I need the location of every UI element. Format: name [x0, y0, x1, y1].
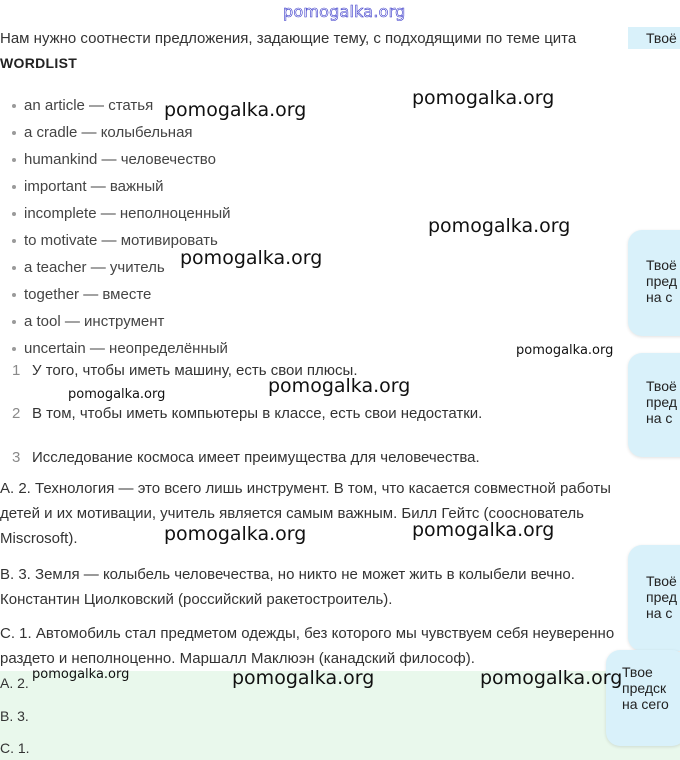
word-entry: a tool — инструмент [24, 313, 165, 330]
statement-2 [12, 405, 482, 422]
watermark: pomogalka.org [68, 387, 166, 402]
word-entry: a teacher — учитель [24, 259, 165, 276]
card-line: Твоё [646, 378, 677, 394]
card-line: на с [646, 410, 673, 426]
watermark: pomogalka.org [268, 375, 411, 397]
word-entry: a cradle — колыбельная [24, 124, 193, 141]
bullet-icon [12, 239, 16, 243]
answer-c: C. 1. [0, 740, 30, 756]
bullet-icon [12, 320, 16, 324]
word-entry: to motivate — мотивировать [24, 232, 218, 249]
list-item [12, 119, 231, 146]
list-item [12, 146, 231, 173]
card-line: предск [622, 680, 667, 696]
word-entry: important — важный [24, 178, 164, 195]
list-item [12, 335, 231, 362]
bullet-icon [12, 131, 16, 135]
word-entry: uncertain — неопределённый [24, 340, 228, 357]
card-line: на с [646, 289, 673, 305]
card-line: Твое [622, 664, 653, 680]
side-card-2[interactable] [628, 353, 680, 457]
statement-text: Исследование космоса имеет преимущества для человечества. [32, 449, 480, 466]
list-item [12, 173, 231, 200]
statement-number: 1 [12, 362, 21, 379]
card-line: пред [646, 273, 678, 289]
card-line: пред [646, 589, 678, 605]
watermark: pomogalka.org [428, 215, 571, 237]
word-entry: humankind — человечество [24, 151, 216, 168]
list-item [12, 200, 231, 227]
answer-b: B. 3. [0, 708, 29, 724]
watermark: pomogalka.org [480, 667, 623, 689]
word-entry: an article — статья [24, 97, 154, 114]
card-line: на сего [622, 696, 669, 712]
quote-b: B. 3. Земля — колыбель человечества, но никто не может жить в колыбели вечно. Константин Циолковский (российский ракетостроитель). [0, 566, 575, 608]
watermark: pomogalka.org [516, 343, 614, 358]
wordlist [12, 92, 231, 362]
card-line: Твоё [646, 573, 677, 589]
watermark: pomogalka.org [32, 667, 130, 682]
watermark: pomogalka.org [232, 667, 375, 689]
bullet-icon [12, 347, 16, 351]
wordlist-heading: WORDLIST [0, 55, 78, 71]
quote-c: C. 1. Автомобиль стал предметом одежды, без которого мы чувствуем себя неуверенно раздето и неполноценно. Маршалл Маклюэн (канадский философ). [0, 625, 615, 667]
word-entry: together — вместе [24, 286, 152, 303]
statement-text: У того, чтобы иметь машину, есть свои плюсы. [32, 362, 358, 379]
side-tab[interactable]: Твоё [628, 27, 680, 49]
statement-3 [12, 449, 480, 466]
bullet-icon [12, 104, 16, 108]
watermark: pomogalka.org [164, 523, 307, 545]
watermark: pomogalka.org [180, 247, 323, 269]
side-card-4[interactable] [606, 650, 680, 746]
watermark: pomogalka.org [164, 99, 307, 121]
word-entry: incomplete — неполноценный [24, 205, 231, 222]
bullet-icon [12, 293, 16, 297]
answer-a: A. 2. [0, 675, 29, 691]
list-item [12, 308, 231, 335]
bullet-icon [12, 266, 16, 270]
statement-number: 2 [12, 405, 21, 422]
intro-text: Нам нужно соотнести предложения, задающие тему, с подходящими по теме цита [0, 30, 577, 47]
bullet-icon [12, 212, 16, 216]
statement-text: В том, чтобы иметь компьютеры в классе, есть свои недостатки. [32, 405, 483, 422]
card-line: пред [646, 394, 678, 410]
bullet-icon [12, 185, 16, 189]
quote-a: A. 2. Технология — это всего лишь инструмент. В том, что касается совместной работы детей и их мотивации, учитель является самым важным. Билл Гейтс (сооснователь Miscrosoft). [0, 480, 611, 547]
watermark: pomogalka.org [412, 87, 555, 109]
statement-number: 3 [12, 449, 21, 466]
list-item [12, 281, 231, 308]
side-card-3[interactable] [628, 545, 680, 651]
watermark: pomogalka.org [412, 519, 555, 541]
card-line: Твоё [646, 257, 677, 273]
bullet-icon [12, 158, 16, 162]
site-logo[interactable]: pomogalka.org [283, 2, 406, 21]
card-line: на с [646, 605, 673, 621]
side-card-1[interactable] [628, 230, 680, 336]
